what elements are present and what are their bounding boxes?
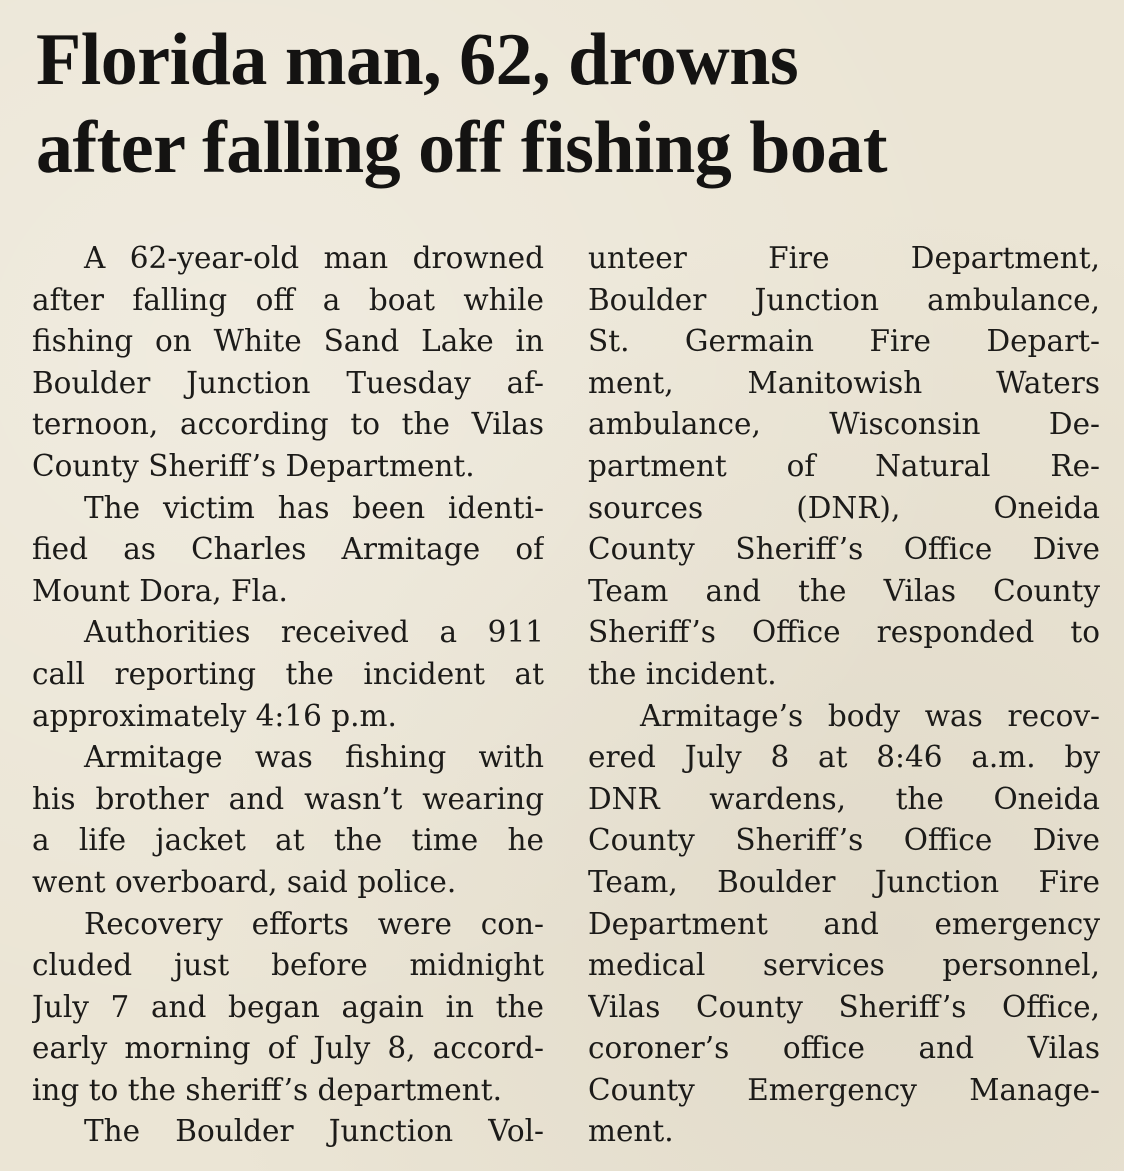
text-line: St. Germain Fire Depart- [588,324,1100,359]
text-line: Authorities received a 911 [84,615,544,650]
text-line: Vilas County Sheriff’s Office, [588,989,1100,1024]
text-line: sources (DNR), Oneida [588,490,1100,525]
text-line: went overboard, said police. [32,864,457,899]
text-line: approximately 4:16 p.m. [32,698,397,733]
text-line: County Sheriff’s Office Dive [588,532,1100,567]
text-line: medical services personnel, [588,948,1100,983]
text-line: ment, Manitowish Waters [588,365,1100,400]
text-line: call reporting the incident at [32,656,544,691]
text-line: Armitage was fishing with [84,740,544,775]
text-line: his brother and wasn’t wearing [32,781,544,816]
text-line: Sheriff’s Office responded to [588,615,1100,650]
text-line: Armitage’s body was recov- [640,698,1100,733]
text-line: after falling off a boat while [32,282,544,317]
text-line: ered July 8 at 8:46 a.m. by [588,740,1100,775]
text-line: early morning of July 8, accord- [32,1031,544,1066]
text-line: Department and emergency [588,906,1100,941]
text-line: County Emergency Manage- [588,1072,1100,1107]
text-line: fied as Charles Armitage of [32,532,544,567]
text-line: coroner’s office and Vilas [588,1031,1100,1066]
text-line: A 62-year-old man drowned [84,241,544,275]
text-line: DNR wardens, the Oneida [588,781,1100,816]
text-line: Team, Boulder Junction Fire [588,864,1100,899]
text-line: Team and the Vilas County [588,573,1100,608]
text-line: a life jacket at the time he [32,823,544,858]
text-line: The victim has been identi- [84,490,544,525]
text-line: Boulder Junction ambulance, [588,282,1100,317]
text-line: ternoon, according to the Vilas [32,407,544,442]
text-line: ment. [588,1114,674,1149]
text-line: the incident. [588,656,777,691]
article-column-left [32,238,544,1153]
text-line: The Boulder Junction Vol- [84,1114,544,1149]
text-line: July 7 and began again in the [32,989,544,1024]
text-line: partment of Natural Re- [588,448,1100,483]
text-line: Boulder Junction Tuesday af- [32,365,544,400]
text-line: cluded just before midnight [32,948,544,983]
text-line: Recovery efforts were con- [84,906,544,941]
text-line: ing to the sheriff’s department. [32,1072,502,1107]
text-line: County Sheriff’s Office Dive [588,823,1100,858]
text-line: ambulance, Wisconsin De- [588,407,1100,442]
text-line: fishing on White Sand Lake in [32,324,544,359]
text-line: unteer Fire Department, [588,241,1100,275]
article-headline [36,16,1106,192]
text-line: Mount Dora, Fla. [32,573,288,608]
headline-line: Florida man, 62, drowns [36,19,799,101]
headline-line: after falling off fishing boat [36,107,888,189]
article-column-right [588,238,1100,1153]
text-line: County Sheriff’s Department. [32,448,475,483]
